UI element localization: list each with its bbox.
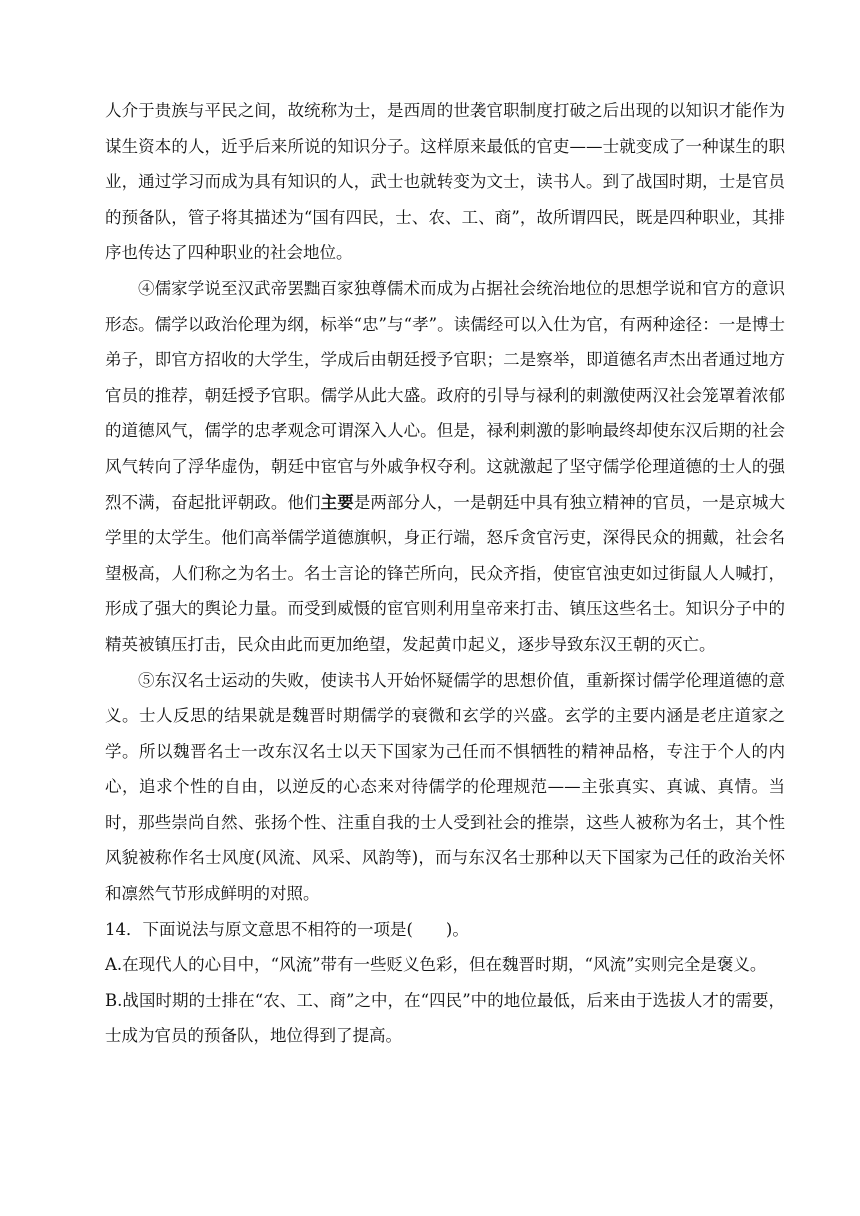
document-page xyxy=(105,93,785,1054)
paragraph-4 xyxy=(105,271,785,663)
paragraph-4-bold: 主要 xyxy=(320,492,354,512)
question-stem: 14．下面说法与原文意思不相符的一项是( )。 xyxy=(105,919,469,939)
paragraph-4-text-b: 是两部分人，一是朝廷中具有独立精神的官员，一是京城大学里的太学生。他们高举儒学道德旗帜，身正行端，怒斥贪官污吏，深得民众的拥戴，社会名望极高，人们称之为名士。名士言论的锋芒所向，民众齐指，使宦官浊吏如过街鼠人人喊打，形成了强大的舆论力量。而受到威慑的宦官则利用皇帝来打击、镇压这些名士。知识分子中的精英被镇压打击，民众由此而更加绝望，发起黄巾起义，逐步导致东汉王朝的灭亡。 xyxy=(105,492,786,654)
paragraph-continued: 人介于贵族与平民之间，故统称为士，是西周的世袭官职制度打破之后出现的以知识才能作为谋生资本的人，近乎后来所说的知识分子。这样原来最低的官吏——士就变成了一种谋生的职业，通过学习而成为具有知识的人，武士也就转变为文士，读书人。到了战国时期，士是官员的预备队，管子将其描述为“国有四民，士、农、工、商”，故所谓四民，既是四种职业，其排序也传达了四种职业的社会地位。 xyxy=(105,101,785,263)
option-b: B.战国时期的士排在“农、工、商”之中，在“四民”中的地位最低，后来由于选拔人才的需要，士成为官员的预备队，地位得到了提高。 xyxy=(105,990,785,1046)
paragraph-5: ⑤东汉名士运动的失败，使读书人开始怀疑儒学的思想价值，重新探讨儒学伦理道德的意义。士人反思的结果就是魏晋时期儒学的衰微和玄学的兴盛。玄学的主要内涵是老庄道家之学。所以魏晋名士一改东汉名士以天下国家为己任而不惧牺牲的精神品格，专注于个人的内心，追求个性的自由，以逆反的心态来对待儒学的伦理规范——主张真实、真诚、真情。当时，那些崇尚自然、张扬个性、注重自我的士人受到社会的推崇，这些人被称为名士，其个性风貌被称作名士风度(风流、风采、风韵等)，而与东汉名士那种以天下国家为己任的政治关怀和凛然气节形成鲜明的对照。 xyxy=(105,670,785,904)
paragraph-4-text-a: ④儒家学说至汉武帝罢黜百家独尊儒术而成为占据社会统治地位的思想学说和官方的意识形态。儒学以政治伦理为纲，标举“忠”与“孝”。读儒经可以入仕为官，有两种途径：一是博士弟子，即官方招收的大学生，学成后由朝廷授予官职；二是察举，即道德名声杰出者通过地方官员的推荐，朝廷授予官职。儒学从此大盛。政府的引导与禄利的刺激使两汉社会笼罩着浓郁的道德风气，儒学的忠孝观念可谓深入人心。但是，禄利刺激的影响最终却使东汉后期的社会风气转向了浮华虚伪，朝廷中宦官与外戚争权夺利。这就激起了坚守儒学伦理道德的士人的强烈不满，奋起批评朝政。他们 xyxy=(105,278,785,512)
option-a: A.在现代人的心目中，“风流”带有一些贬义色彩，但在魏晋时期，“风流”实则完全是褒义。 xyxy=(105,955,767,975)
